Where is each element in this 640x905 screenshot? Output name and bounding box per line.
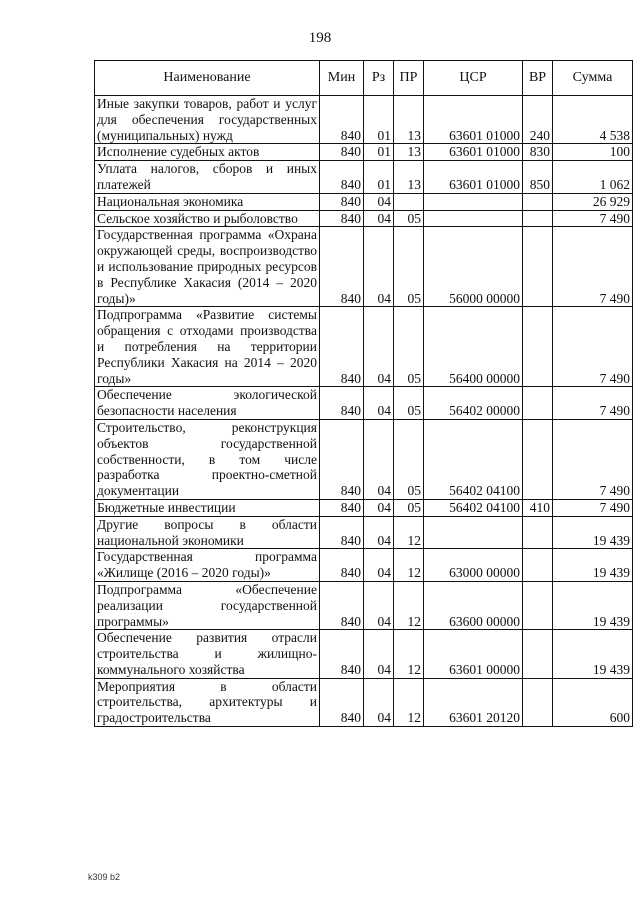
cell-pr: 05 — [394, 227, 424, 307]
cell-min: 840 — [320, 678, 364, 726]
page-number: 198 — [308, 30, 332, 46]
cell-pr: 05 — [394, 307, 424, 387]
table-row — [95, 210, 633, 227]
cell-min: 840 — [320, 161, 364, 194]
cell-rz: 01 — [364, 144, 394, 161]
cell-name: Обеспечение экологической безопасности населения — [95, 387, 320, 420]
cell-name: Подпрограмма «Развитие системы обращения с отходами производства и потребления на территории Республики Хакасия на 2014 – 2020 годы» — [95, 307, 320, 387]
cell-min: 840 — [320, 499, 364, 516]
cell-min: 840 — [320, 549, 364, 582]
cell-sum: 7 490 — [553, 499, 633, 516]
cell-vr — [523, 678, 553, 726]
cell-rz: 04 — [364, 193, 394, 210]
cell-vr: 830 — [523, 144, 553, 161]
cell-csr: 56402 00000 — [424, 387, 523, 420]
cell-sum: 19 439 — [553, 549, 633, 582]
table-row — [95, 581, 633, 629]
cell-pr: 12 — [394, 630, 424, 678]
table-row — [95, 193, 633, 210]
cell-pr: 12 — [394, 678, 424, 726]
cell-vr: 410 — [523, 499, 553, 516]
table-row — [95, 96, 633, 144]
cell-vr — [523, 630, 553, 678]
cell-pr: 12 — [394, 516, 424, 549]
cell-vr — [523, 227, 553, 307]
cell-min: 840 — [320, 210, 364, 227]
cell-sum: 7 490 — [553, 387, 633, 420]
cell-sum: 600 — [553, 678, 633, 726]
cell-csr: 63601 00000 — [424, 630, 523, 678]
table-row — [95, 678, 633, 726]
table-row — [95, 387, 633, 420]
cell-min: 840 — [320, 96, 364, 144]
cell-rz: 01 — [364, 96, 394, 144]
cell-min: 840 — [320, 516, 364, 549]
table-row — [95, 630, 633, 678]
cell-min: 840 — [320, 630, 364, 678]
cell-sum: 7 490 — [553, 210, 633, 227]
cell-rz: 04 — [364, 419, 394, 499]
cell-name: Уплата налогов, сборов и иных платежей — [95, 161, 320, 194]
cell-pr: 05 — [394, 419, 424, 499]
cell-sum: 7 490 — [553, 419, 633, 499]
cell-sum: 4 538 — [553, 96, 633, 144]
cell-rz: 04 — [364, 678, 394, 726]
cell-name: Бюджетные инвестиции — [95, 499, 320, 516]
cell-pr: 12 — [394, 549, 424, 582]
cell-rz: 04 — [364, 499, 394, 516]
cell-csr — [424, 516, 523, 549]
budget-table — [94, 60, 633, 727]
cell-csr: 63600 00000 — [424, 581, 523, 629]
cell-sum: 7 490 — [553, 307, 633, 387]
cell-name: Строительство, реконструкция объектов государственной собственности, в том числе разработка проектно-сметной документации — [95, 419, 320, 499]
cell-sum: 100 — [553, 144, 633, 161]
cell-name: Другие вопросы в области национальной экономики — [95, 516, 320, 549]
table-row — [95, 307, 633, 387]
cell-csr: 56402 04100 — [424, 419, 523, 499]
cell-rz: 04 — [364, 581, 394, 629]
cell-name: Мероприятия в области строительства, архитектуры и градостроительства — [95, 678, 320, 726]
cell-csr: 63601 20120 — [424, 678, 523, 726]
cell-name: Национальная экономика — [95, 193, 320, 210]
cell-sum: 19 439 — [553, 516, 633, 549]
cell-csr: 63601 01000 — [424, 144, 523, 161]
cell-sum: 26 929 — [553, 193, 633, 210]
cell-csr — [424, 210, 523, 227]
table-row — [95, 549, 633, 582]
cell-sum: 7 490 — [553, 227, 633, 307]
cell-csr: 56000 00000 — [424, 227, 523, 307]
table-row — [95, 144, 633, 161]
cell-rz: 04 — [364, 227, 394, 307]
cell-csr: 56402 04100 — [424, 499, 523, 516]
cell-csr: 63601 01000 — [424, 96, 523, 144]
header-name: Наименование — [95, 61, 320, 96]
cell-vr — [523, 516, 553, 549]
cell-name: Государственная программа «Охрана окружающей среды, воспроизводство и использование природных ресурсов в Республике Хакасия (2014 – 2020 годы)» — [95, 227, 320, 307]
table-row — [95, 499, 633, 516]
cell-csr — [424, 193, 523, 210]
cell-vr — [523, 210, 553, 227]
cell-rz: 01 — [364, 161, 394, 194]
cell-vr — [523, 307, 553, 387]
cell-name: Сельское хозяйство и рыболовство — [95, 210, 320, 227]
table-row — [95, 161, 633, 194]
cell-vr — [523, 549, 553, 582]
cell-sum: 19 439 — [553, 581, 633, 629]
cell-rz: 04 — [364, 549, 394, 582]
table-header-row — [95, 61, 633, 96]
cell-pr: 05 — [394, 499, 424, 516]
header-csr: ЦСР — [424, 61, 523, 96]
cell-pr: 05 — [394, 387, 424, 420]
cell-vr — [523, 581, 553, 629]
cell-vr: 240 — [523, 96, 553, 144]
cell-min: 840 — [320, 419, 364, 499]
cell-csr: 63601 01000 — [424, 161, 523, 194]
cell-rz: 04 — [364, 210, 394, 227]
cell-vr: 850 — [523, 161, 553, 194]
cell-vr — [523, 387, 553, 420]
header-rz: Рз — [364, 61, 394, 96]
cell-pr — [394, 193, 424, 210]
cell-sum: 19 439 — [553, 630, 633, 678]
cell-name: Государственная программа «Жилище (2016 – 2020 годы)» — [95, 549, 320, 582]
cell-vr — [523, 419, 553, 499]
table-row — [95, 419, 633, 499]
cell-rz: 04 — [364, 630, 394, 678]
cell-pr: 13 — [394, 161, 424, 194]
cell-sum: 1 062 — [553, 161, 633, 194]
header-vr: ВР — [523, 61, 553, 96]
cell-min: 840 — [320, 581, 364, 629]
table-row — [95, 516, 633, 549]
cell-pr: 12 — [394, 581, 424, 629]
cell-min: 840 — [320, 307, 364, 387]
footer-code: k309 b2 — [88, 872, 121, 882]
header-pr: ПР — [394, 61, 424, 96]
cell-name: Исполнение судебных актов — [95, 144, 320, 161]
table-row — [95, 227, 633, 307]
cell-pr: 13 — [394, 144, 424, 161]
cell-pr: 13 — [394, 96, 424, 144]
header-sum: Сумма — [553, 61, 633, 96]
cell-rz: 04 — [364, 516, 394, 549]
header-min: Мин — [320, 61, 364, 96]
cell-name: Иные закупки товаров, работ и услуг для обеспечения государственных (муниципальных) нужд — [95, 96, 320, 144]
cell-min: 840 — [320, 227, 364, 307]
cell-vr — [523, 193, 553, 210]
cell-name: Подпрограмма «Обеспечение реализации государственной программы» — [95, 581, 320, 629]
cell-csr: 56400 00000 — [424, 307, 523, 387]
cell-min: 840 — [320, 144, 364, 161]
cell-min: 840 — [320, 193, 364, 210]
cell-rz: 04 — [364, 307, 394, 387]
cell-min: 840 — [320, 387, 364, 420]
cell-pr: 05 — [394, 210, 424, 227]
cell-name: Обеспечение развития отрасли строительства и жилищно-коммунального хозяйства — [95, 630, 320, 678]
cell-csr: 63000 00000 — [424, 549, 523, 582]
cell-rz: 04 — [364, 387, 394, 420]
